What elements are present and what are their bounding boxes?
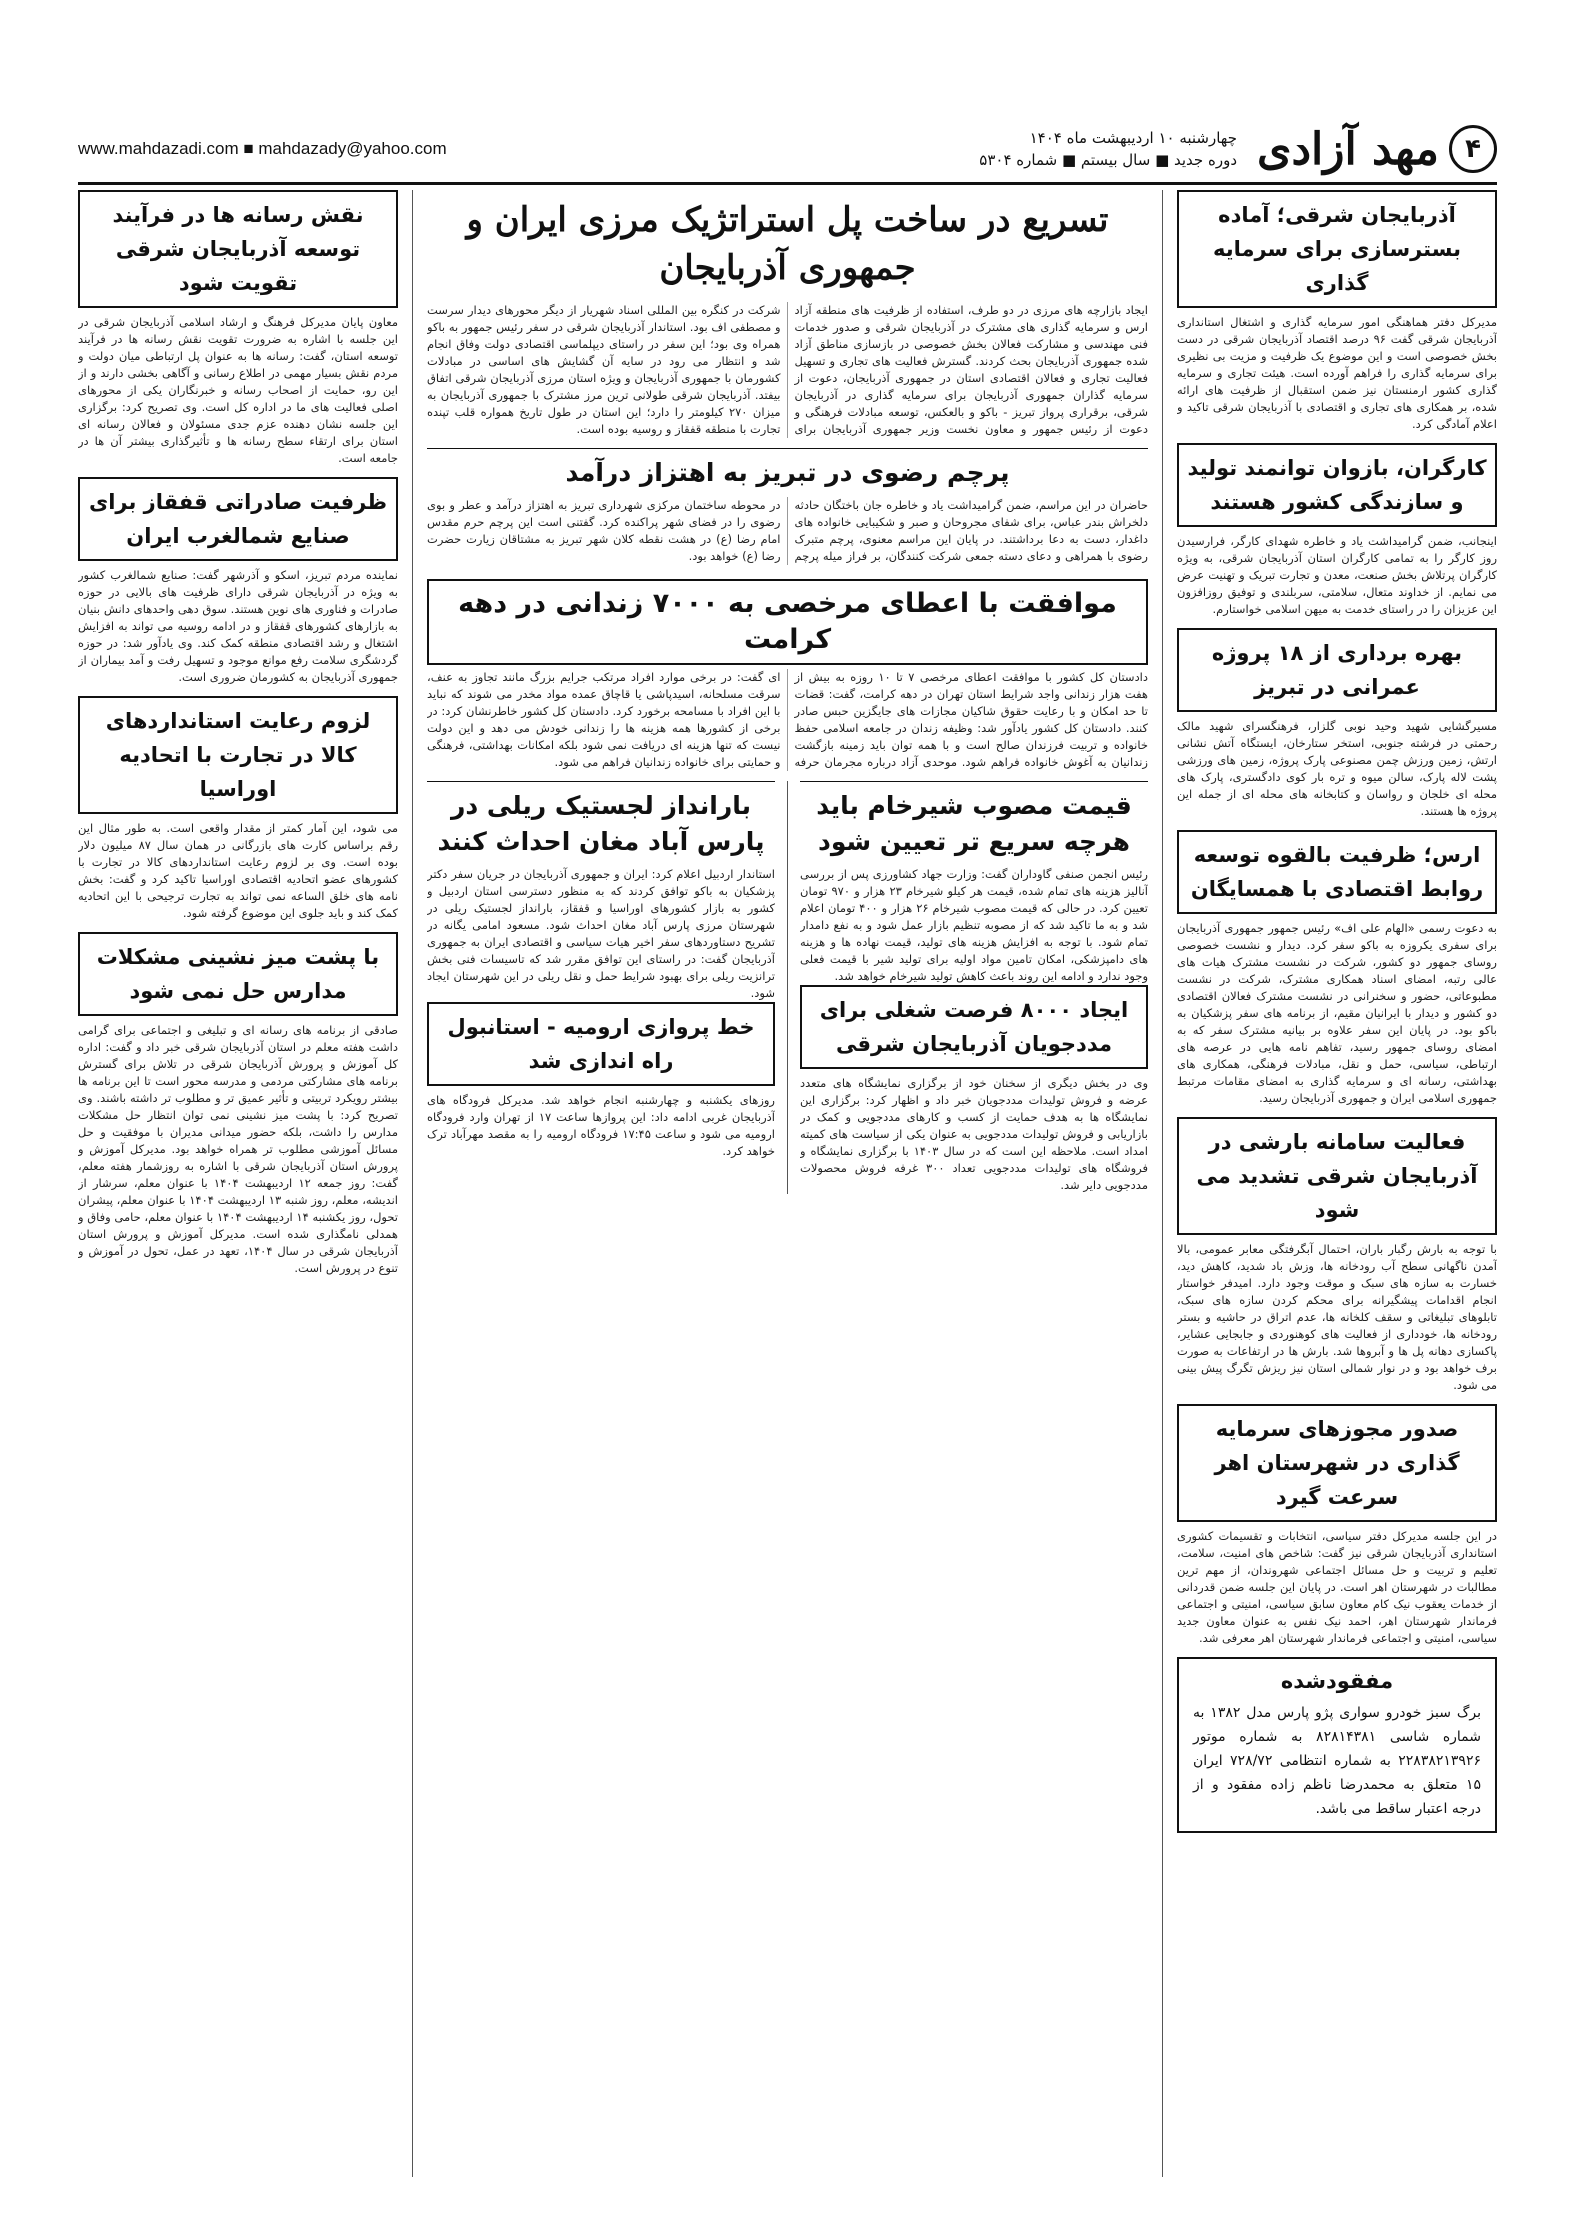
paper-logo <box>1257 124 1497 175</box>
article-eurasia <box>78 696 398 922</box>
article-headline-box <box>427 579 1148 665</box>
middle-row <box>427 781 1148 1194</box>
article-body: به دعوت رسمی «الهام علی اف» رئیس جمهور جمهوری آذربایجان برای سفری یکروزه به باکو سفر کرد. دیدار و نشست خصوصی روسای جمهور دو کشور، شرکت در نشست مشترک هیات های عالی رتبه، امضای اسناد همکاری مشترک، شرکت در نشست مطبوعاتی، حضور و سخنرانی در نشست مشترک فعالان اقتصادی دو کشور و دیدار با ایرانیان مقیم، از برنامه های سفر پزشکیان به باکو بود. در پایان این سفر علاوه بر بیانیه مشترک سفر که به امضای روسای جمهور رسید، تفاهم نامه هایی در عرصه های ارتباطی، سیاسی، حمل و نقل، مبادلات فرهنگی، همکاری های بهداشتی، رسانه ای و سرمایه گذاری به امضای مقامات مرتبط جمهوری اسلامی ایران و جمهوری آذربایجان رسید. <box>1177 921 1497 1105</box>
article-headline: ایجاد ۸۰۰۰ فرصت شغلی برای مددجویان آذربایجان شرقی <box>819 998 1129 1056</box>
issue-line: دوره جدید ■ سال بیستم ■ شماره ۵۳۰۴ <box>979 151 1237 169</box>
article-headline-box <box>1177 1404 1497 1522</box>
article-headline: ارس؛ ظرفیت بالقوه توسعه روابط اقتصادی با همسایگان <box>1190 843 1484 901</box>
issue-info <box>979 127 1237 171</box>
paper-name: مهد آزادی <box>1257 123 1439 175</box>
article-headline-box <box>78 696 398 814</box>
article-headline-box <box>1177 190 1497 308</box>
article-body: در این جلسه مدیرکل دفتر سیاسی، انتخابات و تقسیمات کشوری استانداری آذربایجان شرقی نیز گفت: شاخص های امنیت، سلامت، تعلیم و تربیت و حل مسائل اجتماعی شهروندان، از مهم ترین مطالبات در شهرستان اهر است. در پایان این جلسه ضمن قدردانی از خدمات یعقوب نیک کام معاون سابق سیاسی، امنیتی و اجتماعی فرماندار شهرستان اهر، احمد نیک نفس به عنوان معاون جدید سیاسی، امنیتی و اجتماعی فرماندار شهرستان اهر معرفی شد. <box>1177 1529 1497 1645</box>
page-number: ۴ <box>1449 125 1497 173</box>
article-milk <box>800 781 1148 985</box>
middle-section <box>427 190 1148 2177</box>
article-headline-box <box>78 932 398 1016</box>
right-column <box>1177 190 1497 2177</box>
article-body: روزهای یکشنبه و چهارشنبه انجام خواهد شد. مدیرکل فرودگاه های آذربایجان غربی ادامه داد: این پروازها ساعت ۱۷ از تهران وارد فرودگاه ارومیه می شود و ساعت ۱۷:۴۵ فرودگاه ارومیه را به مقصد مهرآباد ترک خواهد کرد. <box>427 1093 775 1158</box>
article-headline-box <box>1177 628 1497 712</box>
article-headline-box <box>427 781 775 866</box>
column-divider <box>412 190 413 2177</box>
left-column <box>78 190 398 2177</box>
article-headline-box <box>1177 830 1497 914</box>
article-headline: نقش رسانه ها در فرآیند توسعه آذربایجان شرقی تقویت شود <box>112 203 364 295</box>
article-headline-box <box>78 477 398 561</box>
lost-notice <box>1177 1657 1497 1833</box>
article-headline: قیمت مصوب شیرخام باید هرچه سریع تر تعیین شود <box>816 791 1132 856</box>
article-body: وی در بخش دیگری از سخنان خود از برگزاری نمایشگاه های متعدد عرضه و فروش تولیدات مددجویان خبر داد و اظهار کرد: برگزاری این نمایشگاه ها به هدف حمایت از کسب و کارهای مددجویی و کمک در بازاریابی و فروش تولیدات مددجویی به عنوان یکی از سیاست های کمیته امداد است. ملاحظه این است که در سال ۱۴۰۳ با برگزاری نمایشگاه و فروشگاه های تولیدات مددجویی تعداد ۳۰۰ غرفه فروش محصولات مددجویی دایر شد. <box>800 1076 1148 1192</box>
article-ahar <box>1177 1404 1497 1647</box>
column-divider <box>1162 190 1163 2177</box>
article-body: رئیس انجمن صنفی گاوداران گفت: وزارت جهاد کشاورزی پس از بررسی آنالیز هزینه های تمام شده، قیمت هر کیلو شیرخام ۲۳ هزار و ۹۷۰ تومان تعیین کرد. در حالی که قیمت مصوب شیرخام ۲۶ هزار و ۴۰۰ تومان اعلام شد و به ما تاکید شد که از مصوبه تنظیم بازار عمل شود و به نفع دامدار تمام شود. با توجه به افزایش هزینه های تولید، قیمت نهاده ها و هزینه های دامپزشکی، امکان تامین مواد اولیه برای تولید شیر با قیمت فعلی وجود ندارد و ادامه این روند باعث کاهش تولید شیرخام خواهد شد. <box>800 867 1148 983</box>
article-flag <box>427 448 1148 565</box>
column-divider <box>787 781 788 1194</box>
article-body: نماینده مردم تبریز، اسکو و آذرشهر گفت: صنایع شمالغرب کشور به ویژه در آذربایجان شرقی دارای ظرفیت های بالایی در حوزه صادرات و فناوری های نوین هستند. سوق دهی واحدهای دانش بنیان به بازارهای کشورهای قفقاز و در ادامه روسیه می تواند به افزایش اشتغال و رشد اقتصادی منطقه کمک کند. وی یادآور شد: در حوزه گردشگری سلامت رفع موانع موجود و تسهیل رفت و آمد بیماران از جمهوری آذربایجان به کشورمان ضروری است. <box>78 568 398 684</box>
masthead-rule <box>78 182 1497 185</box>
notice-title: مفقودشده <box>1280 1669 1394 1693</box>
date-line: چهارشنبه ۱۰ اردیبهشت ماه ۱۴۰۴ <box>1029 129 1237 147</box>
article-headline: موافقت با اعطای مرخصی به ۷۰۰۰ زندانی در دهه کرامت <box>458 588 1117 655</box>
article-headline: ظرفیت صادراتی قفقاز برای صنایع شمالغرب ایران <box>88 490 388 548</box>
lead-headline-box <box>427 190 1148 302</box>
article-jobs <box>800 985 1148 1194</box>
article-headline-box <box>78 190 398 308</box>
article-headline: لزوم رعایت استانداردهای کالا در تجارت با اتحادیه اوراسیا <box>105 709 371 801</box>
article-investment <box>1177 190 1497 433</box>
article-headline: بهره برداری از ۱۸ پروژه عمرانی در تبریز <box>1211 641 1463 699</box>
article-body: صادقی از برنامه های رسانه ای و تبلیغی و اجتماعی برای گرامی داشت هفته معلم در استان آذربایجان شرقی خبر داد و گفت: اداره کل آموزش و پرورش آذربایجان شرقی در تلاش برای گسترش برنامه های مشارکتی مردمی و مدرسه محور است تا این برنامه ها بیشتر رویکرد تربیتی و تأثیر عمیق تر و مطلوب تر داشته باشند. وی تصریح کرد: با پشت میز نشینی نمی توان انتظار حل مشکلات مدارس را داشت، بلکه حضور میدانی مدیران با موفقیت و حل مسائل آموزشی مطلوب تر همراه خواهد بود. مدیرکل آموزش و پرورش استان آذربایجان شرقی با اشاره به روزشمار هفته معلم، گفت: روز جمعه ۱۲ اردیبهشت ۱۴۰۴ با عنوان معلم، سرشار از اندیشه، معلم، روز شنبه ۱۳ اردیبهشت ۱۴۰۴ با عنوان معلم، پیشران تحول، روز یکشنبه ۱۴ اردیبهشت ۱۴۰۴ با عنوان معلم، حامی وفاق و همدلی نامگذاری شده است. مدیرکل آموزش و پرورش استان آذربایجان شرقی در سال ۱۴۰۴، تعهد در عمل، تحول در آموزش و تنوع در پرورش است. <box>78 1023 398 1275</box>
columns <box>78 190 1497 2177</box>
article-headline-box <box>1177 443 1497 527</box>
article-body: دادستان کل کشور با موافقت اعطای مرخصی ۷ تا ۱۰ روزه به بیش از هفت هزار زندانی واجد شرایط استان تهران در دهه کرامت، گفت: قضات تا حد امکان و با رعایت حقوق شاکیان مجازات های جایگزین حبس صادر کنند. دادستان کل کشور یادآور شد: وظیفه زندان در جامعه اسلامی حفظ خانواده و تربیت فرزندان صالح است و با همه توان باید زمینه بازگشت زندانیان به آغوش خانواده فراهم شود. موحدی آزاد درباره مجرمان حرفه ای گفت: در برخی موارد افراد مرتکب جرایم بزرگ مانند تجاوز به عنف، سرقت مسلحانه، اسیدپاشی یا قاچاق عمده مواد مخدر می شوند که نباید با این افراد با مسامحه برخورد کرد. دادستان کل کشور خاطرنشان کرد: در برخی از کشورها همه هزینه ها را زندانی خودش می دهد و این دولت نیست که تنها هزینه ای دریافت نمی شود بلکه امکانات بهداشتی، فرهنگی و حمایتی برای خانواده زندانیان فراهم می شود. <box>427 670 1148 769</box>
article-headline: بارانداز لجستیک ریلی در پارس آباد مغان احداث کنند <box>437 791 765 856</box>
article-rain <box>1177 1117 1497 1394</box>
middle-right-stack <box>800 781 1148 1194</box>
article-body: حاضران در این مراسم، ضمن گرامیداشت یاد و خاطره جان باختگان حادثه دلخراش بندر عباس، برای شفای مجروحان و صبر و شکیبایی خانواده های داغدار، دست به دعا برداشتند. در پایان این مراسم معنوی، پرچم متبرک رضوی با همراهی و دعای دسته جمعی شرکت کنندگان، بر فراز میله پرچم در محوطه ساختمان مرکزی شهرداری تبریز به اهتزاز درآمد و عطر و بوی رضوی را در فضای شهر پراکنده کرد. گفتنی است این پرچم حرم مقدس امام رضا (ع) در هشت نقطه کلان شهر تبریز به مشتاقان زیارت حضرت رضا (ع) خواهد بود. <box>427 498 1148 563</box>
middle-left-stack <box>427 781 775 1194</box>
article-headline: فعالیت سامانه بارشی در آذربایجان شرقی تشدید می شود <box>1196 1130 1478 1222</box>
article-body: با توجه به بارش رگبار باران، احتمال آبگرفتگی معابر عمومی، بالا آمدن ناگهانی سطح آب رودخانه ها، وزش باد شدید، کاهش دید، خسارت به سازه های سبک و موقت وجود دارد. امیدفر خواستار انجام اقدامات پیشگیرانه برای محکم کردن سازه های سبک، تابلوهای تبلیغاتی و سقف کلخانه ها، عدم اتراق در حاشیه و بستر رودخانه ها، خودداری از فعالیت های کوهنوردی و جابجایی عشایر، پاکسازی دهانه پل ها و آبروها شد. بارش ها در ارتفاعات به صورت برف خواهد بود و در نوار شمالی استان نیز ریزش تگرگ پیش بینی می شود. <box>1177 1242 1497 1392</box>
article-headline: صدور مجوزهای سرمایه گذاری در شهرستان اهر سرعت گیرد <box>1214 1417 1460 1509</box>
article-headline: کارگران، بازوان توانمند تولید و سازندگی کشور هستند <box>1187 456 1487 514</box>
article-headline-box <box>800 985 1148 1069</box>
article-projects <box>1177 628 1497 820</box>
article-rail <box>427 781 775 1002</box>
article-headline-box <box>427 448 1148 497</box>
article-aras <box>1177 830 1497 1107</box>
article-media <box>78 190 398 467</box>
article-body: مسیرگشایی شهید وحید نوبی گلزار، فرهنگسرای شهید مالک رحمتی در فرشته جنوبی، استخر ستارخان، ایستگاه آتش نشانی ارتش، زمین ورزش چمن مصنوعی پارک پروژه، زمین های ورزشی پشت لاله پارک، سالن میوه و تره بار کوی دادگستری، پارک های محله ای خلجان و رواسان و کتابخانه های محله ای از جمله این پروژه ها هستند. <box>1177 719 1497 818</box>
article-headline-box <box>800 781 1148 866</box>
article-body: استاندار اردبیل اعلام کرد: ایران و جمهوری آذربایجان در جریان سفر دکتر پزشکیان به باکو توافق کردند که به منظور دسترسی استان اردبیل و کشور به بازار کشورهای اوراسیا و قفقاز، بارانداز لجستیک ریلی در شهرستان مرزی پارس آباد مغان احداث شود. مسعود امامی یگانه در تشریح دستاوردهای سفر اخیر هیات سیاسی و اقتصادی ایران به جمهوری آذربایجان گفت: در راستای این توافق مقرر شد که تاسیسات فنی بخش ترانزیت ریلی برای بهبود شرایط حمل و نقل ریلی در این شهرستان ایجاد شود. <box>427 867 775 1000</box>
masthead <box>78 118 1497 180</box>
article-headline-box <box>427 1002 775 1086</box>
article-workers <box>1177 443 1497 618</box>
article-flight <box>427 1002 775 1160</box>
article-schools <box>78 932 398 1277</box>
lead-article <box>427 190 1148 438</box>
article-body: می شود، این آمار کمتر از مقدار واقعی است. به طور مثال این رقم براساس کارت های بازرگانی در همان سال ۸۷ میلیون دلار بوده است. وی بر لزوم رعایت استانداردهای کالا در تجارت با کشورهای عضو اتحادیه اقتصادی اوراسیا تاکید کرد و گفت: بخش نامه های خلق الساعه نمی تواند به تجارت ترجیحی با این اتحادیه کمک کند و باید جلوی این موضوع گرفته شود. <box>78 821 398 920</box>
article-pardon <box>427 575 1148 771</box>
article-headline: آذربایجان شرقی؛ آماده بسترسازی برای سرمایه گذاری <box>1212 203 1461 295</box>
article-body: مدیرکل دفتر هماهنگی امور سرمایه گذاری و اشتغال استانداری آذربایجان شرقی گفت ۹۶ درصد اقتصاد آذربایجان شرقی در دست بخش خصوصی است و این موضوع یک ظرفیت و مزیت بی نظیری برای سرمایه گذاری را فراهم آورده است. هیئت تجاری و سرمایه گذاری کشور ارمنستان نیز ضمن استقبال از ظرفیت های ارائه شده، بر همکاری های تجاری و اقتصادی با آذربایجان شرقی تاکید و اعلام آمادگی کرد. <box>1177 315 1497 431</box>
article-headline: پرچم رضوی در تبریز به اهتزاز درآمد <box>565 458 1010 487</box>
lead-body: ایجاد بازارچه های مرزی در دو طرف، استفاده از ظرفیت های منطقه آزاد ارس و سرمایه گذاری های مشترک در آذربایجان شرقی و صدور خدمات فنی مهندسی و مشارکت فعالان بخش خصوصی در بازسازی مناطق آزاد شده جمهوری آذربایجان بحث کردند. گسترش فعالیت های تجاری و تسهیل فعالیت تجاری و فعالان اقتصادی استان در جمهوری آذربایجان، دعوت از سرمایه گذاران جمهوری آذربایجان برای سرمایه گذاری در آذربایجان شرقی، برقراری پرواز تبریز - باکو و بالعکس، توسعه مبادلات فرهنگی و دعوت از رئیس جمهور و معاون نخست وزیر جمهوری آذربایجان برای شرکت در کنگره بین المللی اسناد شهریار از دیگر محورهای دیدار سرست و مصطفی اف بود. استاندار آذربایجان شرقی در سفر رئیس جمهور به باکو همراه وی بود؛ این سفر در راستای دیپلماسی اقتصادی دولت وفاق انجام شد و انتظار می رود در سایه آن گشایش های اساسی در مبادلات کشورمان با جمهوری آذربایجان و ویژه استان مرزی آذربایجان شرقی اتفاق بیفتد. آذربایجان شرقی طولانی ترین مرز مشترک با جمهوری آذربایجان به میزان ۲۷۰ کیلومتر را دارد؛ این استان در طول تاریخ همواره قلب تپنده تجارت با منطقه قفقاز و روسیه بوده است. <box>427 303 1148 436</box>
article-body: اینجانب، ضمن گرامیداشت یاد و خاطره شهدای کارگر، فرارسیدن روز کارگر را به تمامی کارگران استان آذربایجان شرقی، به ویژه کارگران پرتلاش بخش صنعت، معدن و تجارت تبریک و تهنیت عرض می نمایم. از خداوند متعال، سلامتی، سربلندی و توفیق روزافزون این عزیزان را در راستای خدمت به میهن اسلامی خواستارم. <box>1177 534 1497 616</box>
article-headline-box <box>1177 1117 1497 1235</box>
notice-body: برگ سبز خودرو سواری پژو پارس مدل ۱۳۸۲ به شماره شاسی ۸۲۸۱۴۳۸۱ به شماره موتور ۲۲۸۳۸۲۱۳۹۲۶ به شماره انتظامی ۷۲۸/۷۲ ایران ۱۵ متعلق به محمدرضا ناظم زاده مفقود و از درجه اعتبار ساقط می باشد. <box>1193 1705 1482 1817</box>
article-headline: با پشت میز نشینی مشکلات مدارس حل نمی شود <box>96 945 380 1003</box>
article-caucasus <box>78 477 398 686</box>
article-headline: خط پروازی ارومیه - استانبول راه اندازی شد <box>447 1015 755 1073</box>
lead-headline: تسریع در ساخت پل استراتژیک مرزی ایران و جمهوری آذربایجان <box>466 200 1109 288</box>
article-body: معاون پایان مدیرکل فرهنگ و ارشاد اسلامی آذربایجان شرقی در این جلسه با اشاره به ضرورت تقویت نقش رسانه ها در فرآیند توسعه استان، گفت: رسانه ها به عنوان پل ارتباطی میان دولت و مردم نقش بسیار مهمی در اطلاع رسانی و آگاهی بخشی دارند و از این رو، حمایت از اصحاب رسانه و خبرنگاران یکی از محورهای اصلی فعالیت های ما در اداره کل است. وی تصریح کرد: برگزاری این جلسه نشان دهنده عزم جدی مسئولان و فعالان رسانه ای استان برای ارتقاء سطح رسانه ها و تأثیرگذاری بیشتر آن ها در جامعه است. <box>78 315 398 465</box>
website-line[interactable]: www.mahdazadi.com ■ mahdazady@yahoo.com <box>78 139 447 158</box>
